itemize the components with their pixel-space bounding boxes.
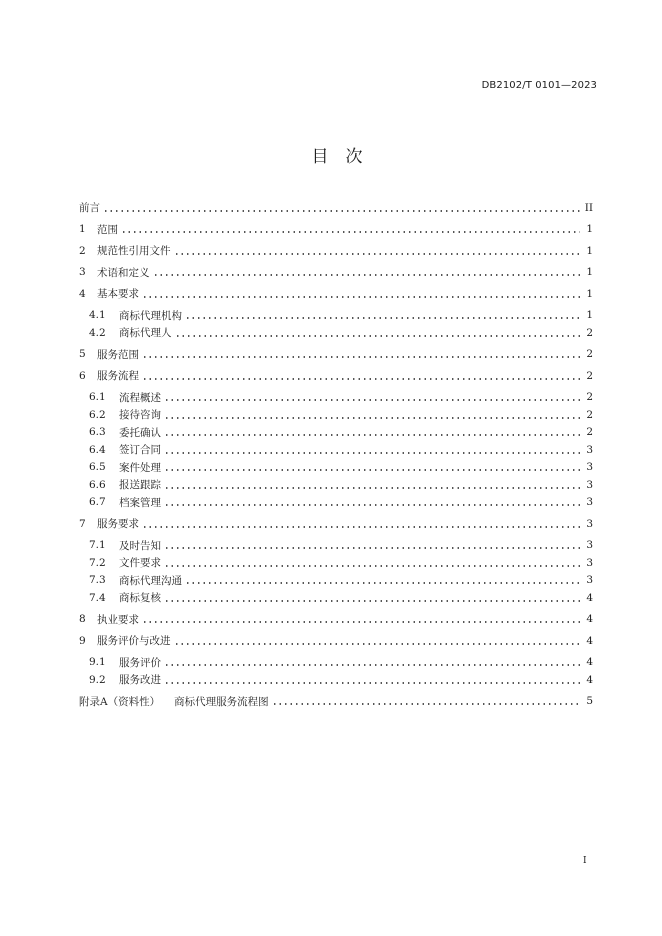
dot-leader <box>142 295 580 299</box>
dot-leader <box>164 546 580 550</box>
toc-entry-number: 2 <box>79 244 86 257</box>
toc-subentry <box>79 537 593 555</box>
toc-entry-page: 3 <box>586 461 593 474</box>
toc-entry-title: 基本要求 <box>97 288 139 301</box>
dot-leader <box>164 398 580 402</box>
toc-entry <box>79 262 593 284</box>
toc-entry-page: 1 <box>586 266 593 279</box>
toc-entry-title: 术语和定义 <box>97 266 150 279</box>
dot-leader <box>142 620 580 624</box>
toc-entry-number: 5 <box>79 348 86 361</box>
toc-entry-title: 案件处理 <box>119 461 161 474</box>
dot-leader <box>185 316 580 320</box>
toc-entry-page: 2 <box>586 348 593 361</box>
toc-entry-number: 4 <box>79 287 86 300</box>
toc-entry-number: 6.7 <box>89 496 106 509</box>
toc-subentry <box>79 572 593 590</box>
toc-entry-title: 服务要求 <box>97 518 139 531</box>
toc-entry-page: 1 <box>586 309 593 322</box>
toc-entry-number: 6.1 <box>89 391 106 404</box>
toc-subentry <box>79 554 593 572</box>
toc-subsection-list <box>79 537 593 607</box>
toc-entry-page: 3 <box>586 478 593 491</box>
toc-entry-title: 报送跟踪 <box>119 479 161 492</box>
toc-entry-page: 3 <box>586 517 593 530</box>
toc-entry-title: 委托确认 <box>119 426 161 439</box>
toc-entry-number: 7.3 <box>89 574 106 587</box>
dot-leader <box>272 702 580 706</box>
toc-entry-number: 1 <box>79 223 86 236</box>
dot-leader <box>142 355 580 359</box>
toc-entry-number: 8 <box>79 613 86 626</box>
toc-subentry <box>79 476 593 494</box>
dot-leader <box>142 525 580 529</box>
toc-entry-title: 签订合同 <box>119 444 161 457</box>
dot-leader <box>164 468 580 472</box>
toc-entry-title: 商标代理人 <box>119 327 172 340</box>
toc-entry-page: 2 <box>586 326 593 339</box>
toc-entry-page: 1 <box>586 244 593 257</box>
toc-entry-page: 4 <box>586 634 593 647</box>
toc-entry-number: 7.4 <box>89 591 106 604</box>
dot-leader <box>164 503 580 507</box>
toc-entry-page: 2 <box>586 408 593 421</box>
toc-entry-page: 3 <box>586 574 593 587</box>
toc-entry-number: 6.2 <box>89 408 106 421</box>
toc-subsection-list <box>79 389 593 512</box>
toc-entry-page: 2 <box>586 369 593 382</box>
dot-leader <box>185 581 580 585</box>
toc-entry-page: 2 <box>586 391 593 404</box>
toc-subentry <box>79 441 593 459</box>
toc-entry-number: 6.5 <box>89 461 106 474</box>
dot-leader <box>174 252 581 256</box>
toc-entry <box>79 240 593 262</box>
page-number: I <box>583 856 587 866</box>
toc-subsection-list <box>79 654 593 689</box>
toc-entry-number: 9.1 <box>89 656 106 669</box>
toc-entry-number: 6 <box>79 369 86 382</box>
toc-entry-number: 9.2 <box>89 673 106 686</box>
dot-leader <box>103 209 580 213</box>
toc-entry-title: 档案管理 <box>119 496 161 509</box>
toc-entry-title: 流程概述 <box>119 391 161 404</box>
toc-subentry <box>79 654 593 672</box>
toc-entry-title: 范围 <box>97 223 118 236</box>
toc-subentry <box>79 589 593 607</box>
toc-subentry <box>79 494 593 512</box>
toc-subentry <box>79 406 593 424</box>
toc-entry-number: 6.6 <box>89 478 106 491</box>
toc-entry-title: 文件要求 <box>119 557 161 570</box>
toc-entry <box>79 365 593 387</box>
toc-entry-number: 3 <box>79 266 86 279</box>
toc-entry-page: 3 <box>586 496 593 509</box>
toc-entry-number: 6.4 <box>89 443 106 456</box>
dot-leader <box>153 273 581 277</box>
toc-entry-appendix <box>79 691 593 713</box>
toc-subentry <box>79 324 593 342</box>
toc-entry <box>79 219 593 241</box>
dot-leader <box>174 642 581 646</box>
toc-entry-title: 服务评价与改进 <box>97 635 171 648</box>
dot-leader <box>164 433 580 437</box>
toc-entry-page: 3 <box>586 556 593 569</box>
toc-entry <box>79 609 593 631</box>
toc-entry-page: 3 <box>586 443 593 456</box>
dot-leader <box>164 599 580 603</box>
toc-entry-page: 4 <box>586 656 593 669</box>
dot-leader <box>164 663 580 667</box>
page-title: 目 次 <box>311 147 363 167</box>
toc-entry-title: 服务改进 <box>119 674 161 687</box>
toc-entry <box>79 283 593 305</box>
toc-entry-page: 4 <box>586 673 593 686</box>
dot-leader <box>164 416 580 420</box>
toc-entry-page: 4 <box>586 613 593 626</box>
toc-entry-title: 商标复核 <box>119 592 161 605</box>
toc-entry-title: 服务评价 <box>119 656 161 669</box>
dot-leader <box>175 334 581 338</box>
toc-entry-title: 接待咨询 <box>119 409 161 422</box>
toc-entry <box>79 630 593 652</box>
toc-entry-number: 9 <box>79 634 86 647</box>
toc-entry-title: 服务流程 <box>97 370 139 383</box>
toc-entry-number: 7.1 <box>89 539 106 552</box>
appendix-label: 附录A（资料性） <box>79 695 161 708</box>
standard-number: DB2102/T 0101—2023 <box>481 80 597 91</box>
dot-leader <box>121 230 580 234</box>
toc-subentry <box>79 307 593 325</box>
toc-entry-number: 4.2 <box>89 326 106 339</box>
table-of-contents <box>79 197 593 712</box>
toc-entry-title: 商标代理机构 <box>119 309 182 322</box>
toc-entry <box>79 344 593 366</box>
toc-entry-title: 商标代理服务流程图 <box>174 695 269 708</box>
dot-leader <box>164 564 580 568</box>
dot-leader <box>164 681 580 685</box>
toc-entry <box>79 513 593 535</box>
toc-entry-page: 1 <box>586 223 593 236</box>
toc-subentry <box>79 671 593 689</box>
toc-subsection-list <box>79 307 593 342</box>
toc-subentry <box>79 389 593 407</box>
toc-entry-number: 7 <box>79 517 86 530</box>
toc-subentry <box>79 459 593 477</box>
toc-entry-title: 前言 <box>79 202 100 215</box>
toc-entry-title: 服务范围 <box>97 348 139 361</box>
dot-leader <box>164 451 580 455</box>
toc-entry-title: 及时告知 <box>119 539 161 552</box>
toc-entry-page: II <box>584 201 593 214</box>
dot-leader <box>142 377 580 381</box>
toc-subentry <box>79 424 593 442</box>
toc-entry-number: 7.2 <box>89 556 106 569</box>
toc-entry-page: 5 <box>586 695 593 708</box>
toc-entry-page: 4 <box>586 591 593 604</box>
toc-entry-page: 2 <box>586 426 593 439</box>
dot-leader <box>164 486 580 490</box>
toc-entry-title: 规范性引用文件 <box>97 245 171 258</box>
toc-entry-number: 4.1 <box>89 309 106 322</box>
toc-entry-page: 3 <box>586 539 593 552</box>
toc-entry-page: 1 <box>586 287 593 300</box>
toc-entry-number: 6.3 <box>89 426 106 439</box>
toc-entry-title: 商标代理沟通 <box>119 574 182 587</box>
toc-entry-foreword <box>79 197 593 219</box>
toc-entry-title: 执业要求 <box>97 613 139 626</box>
